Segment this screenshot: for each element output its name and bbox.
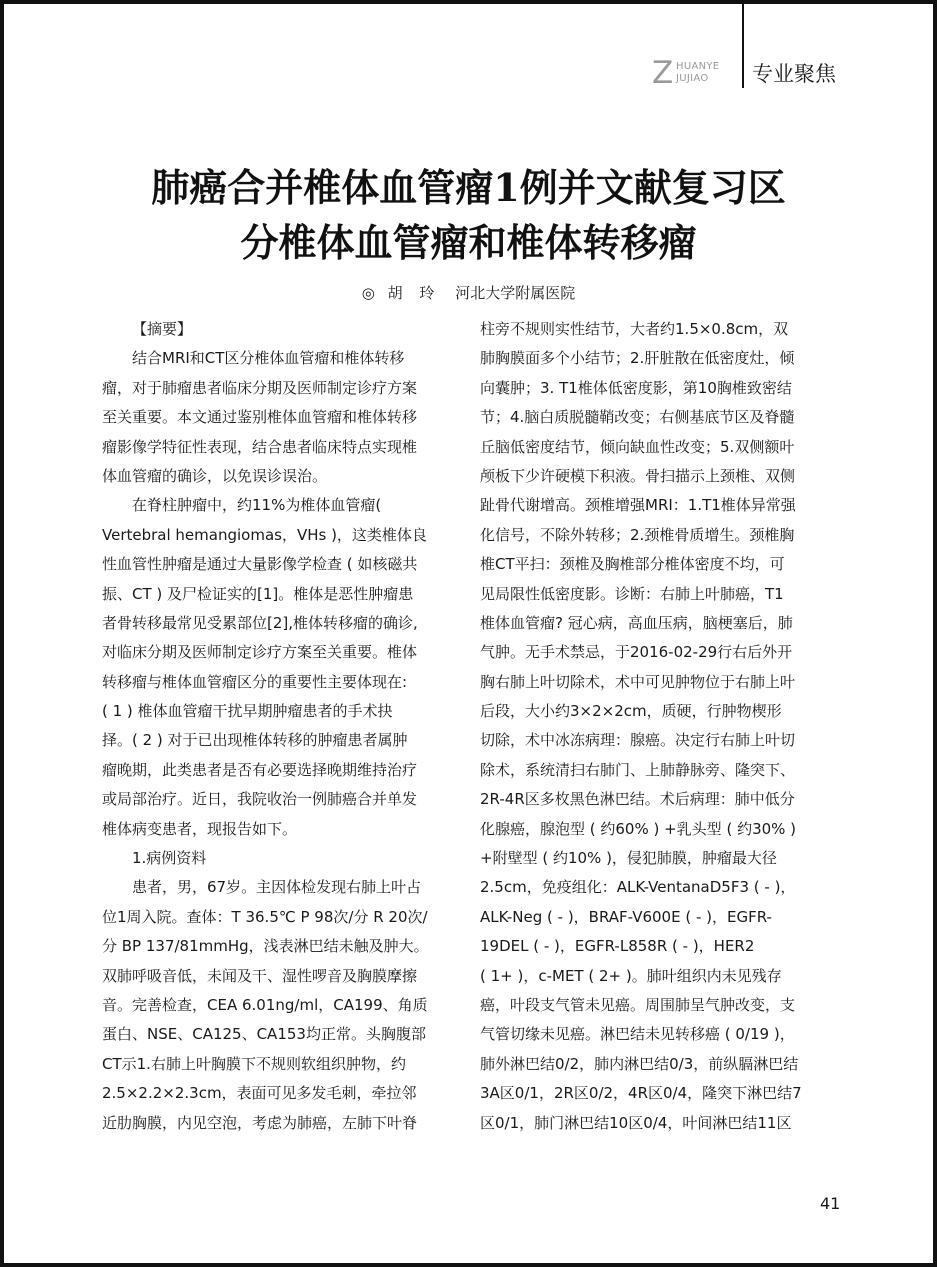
page-border-bottom [0, 1263, 937, 1267]
logo-letter: Z [652, 55, 674, 91]
logo-text-bottom: JUJIAO [676, 73, 709, 84]
text-line: 19DEL ( - )，EGFR-L858R ( - )，HER2 [480, 937, 755, 956]
abstract-heading: 【摘要】 [132, 320, 193, 338]
text-line: 切除，术中冰冻病理：腺癌。决定行右肺上叶切 [480, 731, 796, 750]
text-line: 胸右肺上叶切除术，术中可见肿物位于右肺上叶 [480, 672, 796, 691]
text-line: 椎CT平扫：颈椎及胸椎部分椎体密度不均，可 [480, 555, 785, 574]
text-line: 化腺癌，腺泡型 ( 约60% ) +乳头型 ( 约30% ) [480, 819, 797, 838]
text-line: 对临床分期及医师制定诊疗方案至关重要。椎体 [102, 643, 418, 662]
section-heading-case: 1.病例资料 [132, 849, 207, 868]
text-line: Vertebral hemangiomas，VHs )，这类椎体良 [102, 525, 427, 544]
text-line: 2R-4R区多枚黑色淋巴结。术后病理：肺中低分 [480, 790, 795, 809]
article-title-line-1: 肺癌合并椎体血管瘤1例并文献复习区 [151, 165, 786, 210]
text-line: 瘤晚期，此类患者是否有必要选择晚期维持治疗 [102, 760, 418, 779]
page-border-top [0, 0, 937, 4]
text-line: 癌，叶段支气管未见癌。周围肺呈气肿改变，支 [480, 995, 796, 1014]
text-line: 瘤，对于肺瘤患者临床分期及医师制定诊疗方案 [102, 378, 418, 397]
text-line: 区0/1，肺门淋巴结10区0/4，叶间淋巴结11区 [480, 1113, 792, 1132]
text-line: 结合MRI和CT区分椎体血管瘤和椎体转移 [132, 349, 405, 368]
text-line: CT示1.右肺上叶胸膜下不规则软组织肿物，约 [102, 1054, 406, 1073]
byline-mark: ◎ [361, 284, 375, 302]
text-line: 2.5cm，免疫组化：ALK-VentanaD5F3 ( - )， [480, 878, 796, 897]
journal-logo [652, 56, 732, 92]
text-line: 颅板下少许硬模下积液。骨扫描示上颈椎、双侧 [480, 466, 796, 485]
text-line: 或局部治疗。近日，我院收治一例肺癌合并单发 [102, 790, 418, 809]
text-line: 向囊肿；3. T1椎体低密度影，第10胸椎致密结 [480, 378, 792, 397]
text-line: 椎体病变患者，现报告如下。 [102, 819, 298, 838]
text-line: 位1周入院。查体：T 36.5℃ P 98次/分 R 20次/ [102, 907, 428, 926]
text-line: 体血管瘤的确诊，以免误诊误治。 [102, 466, 328, 485]
section-title: 专业聚焦 [752, 62, 836, 86]
text-line: 肺胸膜面多个小结节；2.肝脏散在低密度灶，倾 [480, 349, 795, 368]
text-line: 椎体血管瘤? 冠心病，高血压病，脑梗塞后，肺 [480, 613, 793, 632]
text-line: 肺外淋巴结0/2，肺内淋巴结0/3，前纵膈淋巴结 [480, 1054, 799, 1073]
text-line: 转移瘤与椎体血管瘤区分的重要性主要体现在: [102, 672, 408, 691]
right-column [480, 315, 836, 1138]
page-border-right [933, 0, 937, 1267]
text-line: 3A区0/1，2R区0/2，4R区0/4，隆突下淋巴结7 [480, 1084, 802, 1103]
text-line: 者骨转移最常见受累部位[2],椎体转移瘤的确诊, [102, 613, 418, 632]
text-line: 在脊柱肿瘤中，约11%为椎体血管瘤( [132, 496, 382, 515]
text-line: 择。( 2 ) 对于已出现椎体转移的肿瘤患者属肿 [102, 731, 408, 750]
page-border-left [0, 0, 4, 1267]
text-line: 双肺呼吸音低，未闻及干、湿性啰音及胸膜摩擦 [102, 966, 418, 985]
text-line: 患者，男，67岁。主因体检发现右肺上叶占 [132, 878, 422, 897]
text-line: 气肿。无手术禁忌，于2016-02-29行右后外开 [480, 643, 793, 662]
text-line: 音。完善检查，CEA 6.01ng/ml，CA199、角质 [102, 995, 428, 1014]
author-affiliation: 河北大学附属医院 [455, 284, 576, 302]
text-line: 除术，系统清扫右肺门、上肺静脉旁、隆突下、 [480, 760, 796, 779]
text-line: ALK-Neg ( - )，BRAF-V600E ( - )，EGFR- [480, 907, 772, 926]
text-line: 节；4.脑白质脱髓鞘改变；右侧基底节区及脊髓 [480, 408, 795, 427]
text-line: 至关重要。本文通过鉴别椎体血管瘤和椎体转移 [102, 408, 418, 427]
text-line: 后段，大小约3×2×2cm，质硬，行肿物楔形 [480, 702, 782, 721]
article-title-line-2: 分椎体血管瘤和椎体转移瘤 [240, 220, 697, 265]
author-name: 胡 玲 [387, 284, 441, 302]
text-line: 趾骨代谢增高。颈椎增强MRI：1.T1椎体异常强 [480, 496, 796, 515]
text-line: 性血管性肿瘤是通过大量影像学检查 ( 如核磁共 [102, 555, 418, 574]
text-line: ( 1 ) 椎体血管瘤干扰早期肿瘤患者的手术抉 [102, 702, 393, 721]
text-line: +附壁型 ( 约10% )，侵犯肺膜，肿瘤最大径 [480, 849, 777, 868]
header-divider [742, 0, 744, 88]
text-line: 见局限性低密度影。诊断：右肺上叶肺癌，T1 [480, 584, 784, 603]
page-number: 41 [820, 1194, 841, 1213]
text-line: 2.5×2.2×2.3cm，表面可见多发毛刺，牵拉邻 [102, 1084, 417, 1103]
text-line: 柱旁不规则实性结节，大者约1.5×0.8cm，双 [480, 320, 789, 338]
text-line: 瘤影像学特征性表现，结合患者临床特点实现椎 [102, 437, 418, 456]
text-line: 蛋白、NSE、CA125、CA153均正常。头胸腹部 [102, 1025, 426, 1044]
text-line: 振、CT ) 及尸检证实的[1]。椎体是恶性肿瘤患 [102, 584, 414, 603]
text-line: 化信号，不除外转移；2.颈椎骨质增生。颈椎胸 [480, 525, 795, 544]
text-line: 近肋胸膜，内见空泡，考虑为肺癌，左肺下叶脊 [102, 1113, 418, 1132]
text-line: 分 BP 137/81mmHg，浅表淋巴结未触及肿大。 [102, 937, 429, 956]
text-line: ( 1+ )，c-MET ( 2+ )。肺叶组织内未见残存 [480, 966, 782, 985]
left-column [102, 315, 458, 1138]
byline [0, 281, 937, 305]
text-line: 丘脑低密度结节，倾向缺血性改变；5.双侧额叶 [480, 437, 795, 456]
text-line: 气管切缘未见癌。淋巴结未见转移癌 ( 0/19 )， [480, 1025, 795, 1044]
article-title [60, 160, 877, 270]
logo-text-top: HUANYE [676, 61, 720, 72]
